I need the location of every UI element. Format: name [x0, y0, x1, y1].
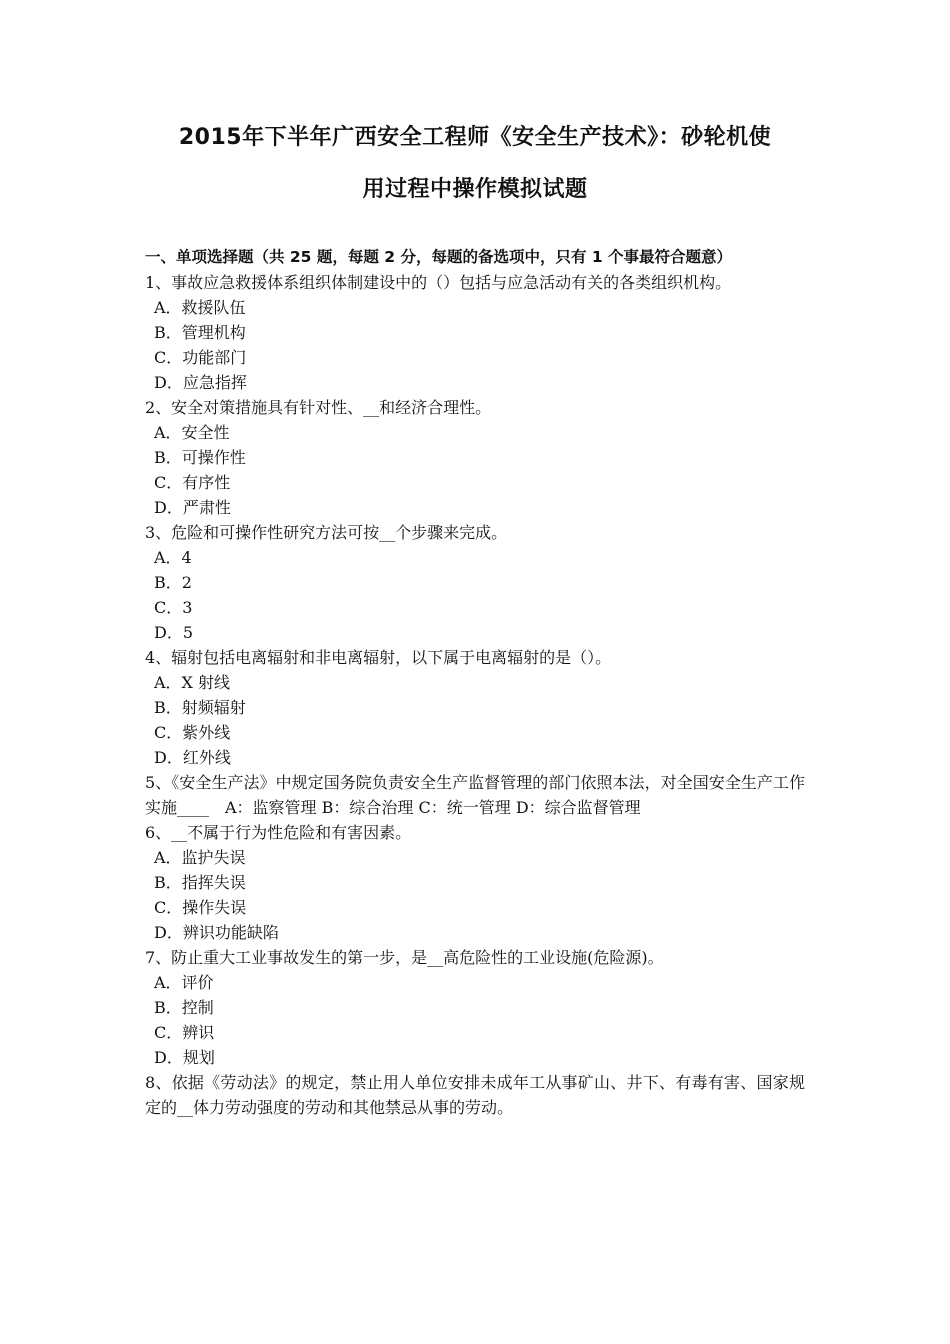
option-b: B．控制: [154, 998, 214, 1017]
option-a: A．评价: [154, 973, 214, 992]
question-text: 7、防止重大工业事故发生的第一步，是__高危险性的工业设施(危险源)。: [145, 948, 664, 967]
question-text: 5、《安全生产法》中规定国务院负责安全生产监督管理的部门依照本法，对全国安全生产工作实施____ A：监察管理 B：综合治理 C：统一管理 D：综合监督管理: [145, 773, 805, 817]
question-text: 3、危险和可操作性研究方法可按__个步骤来完成。: [145, 523, 508, 542]
question-text: 8、依据《劳动法》的规定，禁止用人单位安排未成年工从事矿山、井下、有毒有害、国家规定的__体力劳动强度的劳动和其他禁忌从事的劳动。: [145, 1073, 805, 1117]
section-heading: 一、单项选择题（共 25 题，每题 2 分，每题的备选项中，只有 1 个事最符合题意）: [145, 248, 733, 266]
option-d: D．5: [154, 623, 194, 642]
option-c: C．紫外线: [154, 723, 231, 742]
option-c: C．功能部门: [154, 348, 247, 367]
option-d: D．规划: [154, 1048, 215, 1067]
option-c: C．操作失误: [154, 898, 247, 917]
option-c: C．有序性: [154, 473, 231, 492]
question-text: 1、事故应急救援体系组织体制建设中的（）包括与应急活动有关的各类组织机构。: [145, 273, 732, 292]
option-b: B．指挥失误: [154, 873, 246, 892]
option-d: D．应急指挥: [154, 373, 247, 392]
question-text: 2、安全对策措施具有针对性、__和经济合理性。: [145, 398, 492, 417]
question-block: [145, 520, 805, 645]
question-text: 4、辐射包括电离辐射和非电离辐射，以下属于电离辐射的是（）。: [145, 648, 612, 667]
title-line-2: 用过程中操作模拟试题: [362, 177, 588, 202]
option-a: A．救援队伍: [154, 298, 246, 317]
option-a: A．4: [154, 548, 192, 567]
option-a: A．X 射线: [154, 673, 231, 692]
option-a: A．监护失误: [154, 848, 246, 867]
question-block: [145, 945, 805, 1070]
option-a: A．安全性: [154, 423, 230, 442]
option-b: B．管理机构: [154, 323, 246, 342]
title-line-1: 2015年下半年广西安全工程师《安全生产技术》：砂轮机使: [178, 125, 772, 150]
question-block: [145, 645, 805, 770]
question-block: [145, 820, 805, 945]
question-block: [145, 1070, 805, 1120]
question-block: [145, 770, 805, 820]
option-b: B．2: [154, 573, 192, 592]
option-b: B．可操作性: [154, 448, 246, 467]
question-block: [145, 395, 805, 520]
question-text: 6、__不属于行为性危险和有害因素。: [145, 823, 412, 842]
question-block: [145, 270, 805, 395]
option-b: B．射频辐射: [154, 698, 246, 717]
option-d: D．红外线: [154, 748, 231, 767]
option-d: D．严肃性: [154, 498, 231, 517]
option-c: C．辨识: [154, 1023, 215, 1042]
option-c: C．3: [154, 598, 193, 617]
option-d: D．辨识功能缺陷: [154, 923, 279, 942]
document-title: [130, 112, 820, 216]
document-body: [145, 245, 805, 1120]
